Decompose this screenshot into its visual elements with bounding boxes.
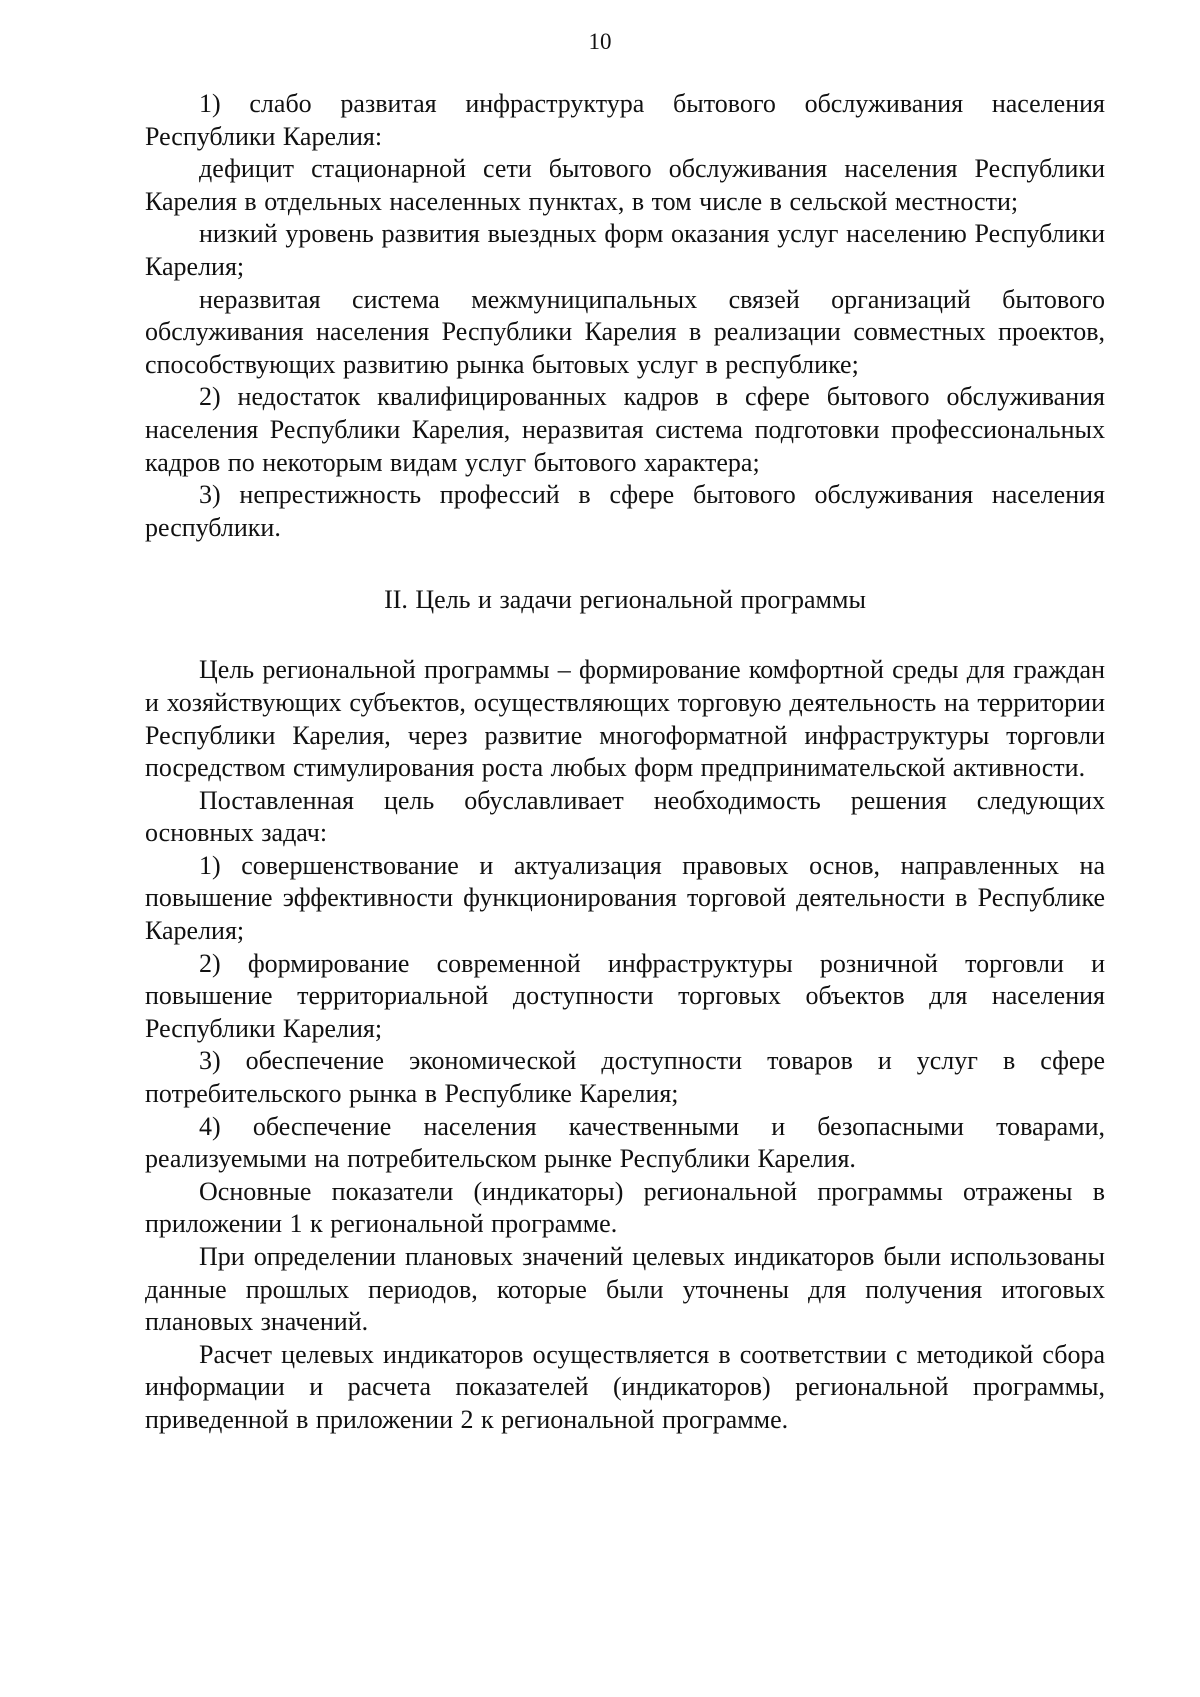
paragraph-calculation: Расчет целевых индикаторов осуществляется в соответствии с методикой сбора информации и расчета показателей (индикаторов) региональной программы, приведенной в приложении 2 к региональной программе. xyxy=(145,1339,1105,1434)
task-item-infrastructure: 2) формирование современной инфраструктуры розничной торговли и повышение территориальной доступности торговых объектов для населения Республики Карелия; xyxy=(145,948,1105,1043)
paragraph-indicators: Основные показатели (индикаторы) региональной программы отражены в приложении 1 к региональной программе. xyxy=(145,1176,1105,1239)
list-item-mobile-services: низкий уровень развития выездных форм оказания услуг населению Республики Карелия; xyxy=(145,219,1105,281)
list-item-intermunicipal: неразвитая система межмуниципальных связей организаций бытового обслуживания населения Республики Карелия в реализации совместных проектов, способствующих развитию рынка бытовых услуг в республике; xyxy=(145,284,1105,379)
list-item-infrastructure: 1) слабо развитая инфраструктура бытового обслуживания населения Республики Карелия: xyxy=(145,89,1105,151)
paragraph-tasks-intro: Поставленная цель обуславливает необходимость решения следующих основных задач: xyxy=(145,785,1105,848)
paragraph-planned-values: При определении плановых значений целевых индикаторов были использованы данные прошлых периодов, которые были уточнены для получения итоговых плановых значений. xyxy=(145,1242,1105,1337)
page-number: 10 xyxy=(588,29,612,54)
task-item-affordability: 3) обеспечение экономической доступности товаров и услуг в сфере потребительского рынка в Республике Карелия; xyxy=(145,1046,1105,1109)
list-item-prestige: 3) непрестижность профессий в сфере бытового обслуживания населения республики. xyxy=(145,480,1105,542)
list-item-staff-shortage: 2) недостаток квалифицированных кадров в сфере бытового обслуживания населения Республики Карелия, неразвитая система подготовки профессиональных кадров по некоторым видам услуг бытового характера; xyxy=(145,382,1105,477)
task-item-legal: 1) совершенствование и актуализация правовых основ, направленных на повышение эффективности функционирования торговой деятельности в Республике Карелия; xyxy=(145,850,1105,946)
section-heading: II. Цель и задачи региональной программы xyxy=(384,585,866,615)
document-body xyxy=(145,88,1105,1437)
task-item-quality: 4) обеспечение населения качественными и безопасными товарами, реализуемыми на потребительском рынке Республики Карелия. xyxy=(145,1111,1105,1174)
list-item-network-deficit: дефицит стационарной сети бытового обслуживания населения Республики Карелия в отдельных населенных пунктах, в том числе в сельской местности; xyxy=(145,154,1105,216)
paragraph-goal: Цель региональной программы – формирование комфортной среды для граждан и хозяйствующих субъектов, осуществляющих торговую деятельность на территории Республики Карелия, через развитие многоформатной инфраструктуры торговли посредством стимулирования роста любых форм предпринимательской активности. xyxy=(145,655,1105,783)
